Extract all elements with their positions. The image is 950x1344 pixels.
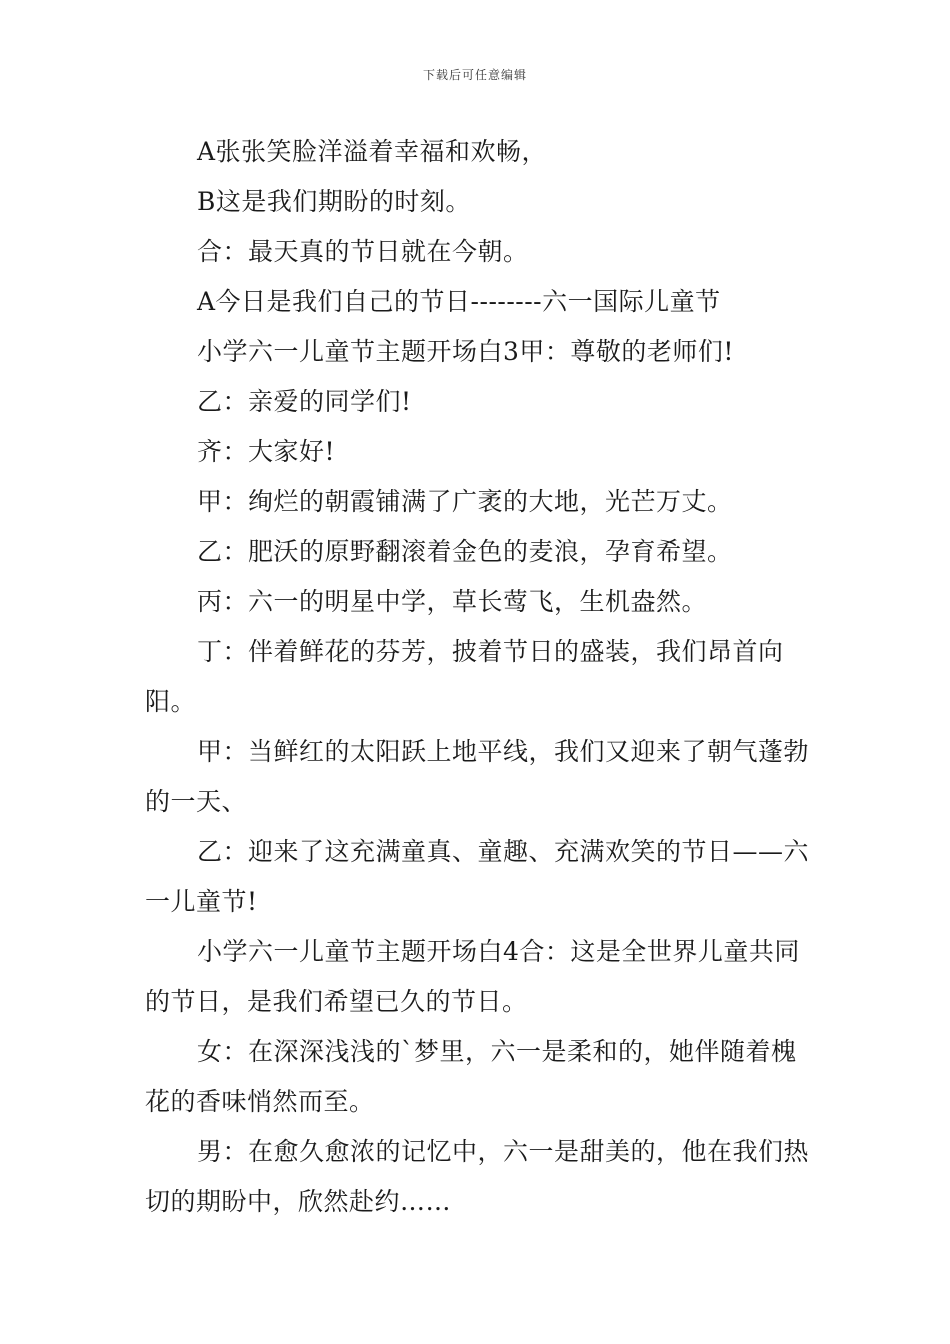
paragraph: B这是我们期盼的时刻。 bbox=[197, 187, 471, 216]
page-header: 下载后可任意编辑 bbox=[422, 68, 527, 82]
paragraph: A今日是我们自己的节日--------六一国际儿童节 bbox=[197, 287, 721, 316]
paragraph: 乙：迎来了这充满童真、童趣、充满欢笑的节日——六一儿童节! bbox=[145, 837, 810, 916]
paragraph: 甲：绚烂的朝霞铺满了广袤的大地，光芒万丈。 bbox=[197, 487, 733, 516]
paragraph: 小学六一儿童节主题开场白3甲：尊敬的老师们! bbox=[197, 337, 734, 366]
paragraph: 丙：六一的明星中学，草长莺飞，生机盎然。 bbox=[197, 587, 708, 616]
paragraph: 丁：伴着鲜花的芬芳，披着节日的盛装，我们昂首向阳。 bbox=[145, 637, 784, 716]
paragraph: 女：在深深浅浅的`梦里，六一是柔和的，她伴随着槐花的香味悄然而至。 bbox=[145, 1037, 797, 1116]
paragraph: 小学六一儿童节主题开场白4合：这是全世界儿童共同的节日，是我们希望已久的节日。 bbox=[145, 937, 800, 1016]
paragraph: 齐：大家好! bbox=[197, 437, 336, 466]
paragraph: 男：在愈久愈浓的记忆中，六一是甜美的，他在我们热切的期盼中，欣然赴约…… bbox=[145, 1137, 810, 1216]
paragraph: 乙：肥沃的原野翻滚着金色的麦浪，孕育希望。 bbox=[197, 537, 733, 566]
document-body bbox=[145, 127, 810, 1227]
paragraph: 乙：亲爱的同学们! bbox=[197, 387, 412, 416]
paragraph: A张张笑脸洋溢着幸福和欢畅， bbox=[197, 137, 548, 166]
paragraph: 合：最天真的节日就在今朝。 bbox=[197, 237, 529, 266]
paragraph: 甲：当鲜红的太阳跃上地平线，我们又迎来了朝气蓬勃的一天、 bbox=[145, 737, 810, 816]
